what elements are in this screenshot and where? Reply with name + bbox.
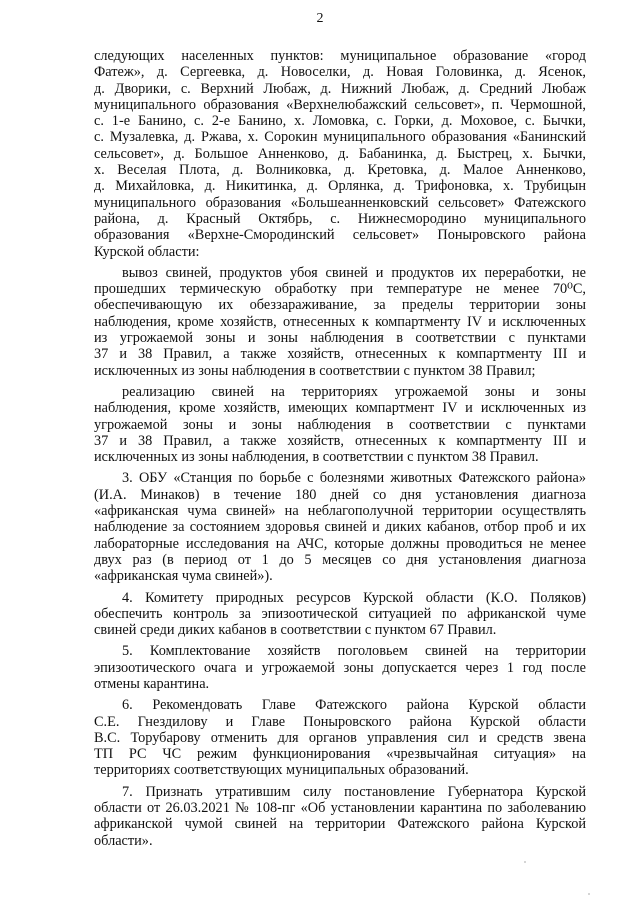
text-line: исключенных из зоны наблюдения, в соответствии с пунктом 38 Правил.	[94, 449, 539, 466]
text-line: Курской области:	[94, 243, 200, 260]
text-line: вывоз свиней, продуктов убоя свиней и продуктов их переработки, не	[122, 264, 586, 281]
document-body	[94, 48, 586, 849]
text-line: х. Веселая Плота, д. Волниковка, д. Кретовка, д. Малое Анненково,	[94, 162, 586, 179]
text-line: с. Музалевка, д. Ржава, х. Сорокин муниципального образования «Банинский	[94, 129, 586, 146]
page-number: 2	[316, 11, 324, 26]
text-line: африканской чумой свиней на территории Фатежского района Курской	[94, 816, 586, 833]
text-line: прошедших термическую обработку при температуре не менее 70⁰С,	[94, 281, 586, 298]
scan-speck	[524, 861, 526, 863]
text-line: обеспечивающую их обеззараживание, за пределы территории зоны	[94, 297, 586, 314]
text-line: лабораторные исследования на АЧС, которые должны проводиться не менее	[94, 535, 586, 552]
text-line: исключенных из зоны наблюдения в соответствии с пунктом 38 Правил;	[94, 362, 536, 379]
paragraph-settlements-list	[94, 48, 586, 260]
text-line: д. Дворики, с. Верхний Любаж, д. Нижний Любаж, д. Средний Любаж	[94, 80, 586, 97]
paragraph-item-4	[94, 590, 586, 639]
text-line: наблюдения, кроме хозяйств, имеющих компартмент IV и исключенных из	[94, 400, 586, 417]
text-line: из угрожаемой зоны и зоны наблюдения в соответствии с пунктами	[94, 330, 586, 347]
paragraph-export-ban	[94, 265, 586, 379]
text-line: 6. Рекомендовать Главе Фатежского района Курской области	[122, 697, 586, 714]
paragraph-item-7	[94, 784, 586, 849]
text-line: эпизоотического очага и угрожаемой зоны допускается через 1 год после	[94, 659, 586, 676]
text-line: наблюдение за состоянием здоровья свиней и диких кабанов, отбор проб и их	[94, 519, 586, 536]
text-line: обеспечить контроль за эпизоотической ситуацией по африканской чуме	[94, 605, 586, 622]
text-line: д. Михайловка, д. Никитинка, д. Орлянка, д. Трифоновка, х. Трубицын	[94, 178, 586, 195]
text-line: «африканская чума свиней» на неблагополучной территории осуществлять	[94, 503, 586, 520]
text-line: 5. Комплектование хозяйств поголовьем свиней на территории	[122, 643, 586, 660]
text-line: области от 26.03.2021 № 108-пг «Об установлении карантина по заболеванию	[94, 800, 586, 817]
text-line: (И.А. Минаков) в течение 180 дней со дня установления диагноза	[94, 486, 586, 503]
text-line: свиней среди диких кабанов в соответствии с пунктом 67 Правил.	[94, 622, 497, 639]
text-line: отмены карантина.	[94, 675, 210, 692]
text-line: двух раз (в период от 1 до 5 месяцев со дня установления диагноза	[94, 551, 586, 568]
text-line: Фатеж», д. Сергеевка, д. Новоселки, д. Новая Головинка, д. Ясенок,	[94, 64, 586, 81]
text-line: В.С. Торубарову отменить для органов управления сил и средств звена	[94, 729, 586, 746]
text-line: образования «Верхне-Смородинский сельсовет» Поныровского района	[94, 227, 586, 244]
text-line: реализацию свиней на территориях угрожаемой зоны и зоны	[122, 383, 586, 400]
text-line: сельсовет», д. Большое Анненково, д. Бабанинка, д. Быстрец, х. Бычки,	[94, 145, 586, 162]
text-line: «африканская чума свиней»).	[94, 568, 273, 585]
text-line: области».	[94, 832, 153, 849]
text-line: угрожаемой зоны и зоны наблюдения в соответствии с пунктами	[94, 416, 586, 433]
text-line: наблюдения, кроме хозяйств, отнесенных к компартменту IV и исключенных	[94, 313, 586, 330]
paragraph-item-5	[94, 643, 586, 692]
text-line: муниципального образования «Большеанненковский сельсовет» Фатежского	[94, 194, 586, 211]
text-line: следующих населенных пунктов: муниципальное образование «город	[94, 48, 586, 64]
text-line: 3. ОБУ «Станция по борьбе с болезнями животных Фатежского района»	[122, 470, 586, 487]
paragraph-item-3	[94, 470, 586, 584]
text-line: 37 и 38 Правил, а также хозяйств, отнесенных к компартменту III и	[94, 346, 586, 363]
text-line: С.Е. Гнездилову и Главе Поныровского района Курской области	[94, 713, 586, 730]
scan-speck	[588, 893, 590, 895]
text-line: 4. Комитету природных ресурсов Курской области (К.О. Поляков)	[122, 589, 586, 606]
text-line: с. 1-е Банино, с. 2-е Банино, х. Ломовка, с. Горки, д. Моховое, с. Бычки,	[94, 113, 586, 130]
text-line: территориях соответствующих муниципальных образований.	[94, 762, 469, 779]
text-line: 37 и 38 Правил, а также хозяйств, отнесенных к компартменту III и	[94, 432, 586, 449]
paragraph-sale-ban	[94, 384, 586, 465]
text-line: ТП РС ЧС режим функционирования «чрезвычайная ситуация» на	[94, 746, 586, 763]
text-line: района, д. Красный Октябрь, с. Нижнесмородино муниципального	[94, 210, 586, 227]
paragraph-item-6	[94, 697, 586, 778]
text-line: муниципального образования «Верхнелюбажский сельсовет», п. Чермошной,	[94, 96, 586, 113]
text-line: 7. Признать утратившим силу постановление Губернатора Курской	[122, 783, 586, 800]
